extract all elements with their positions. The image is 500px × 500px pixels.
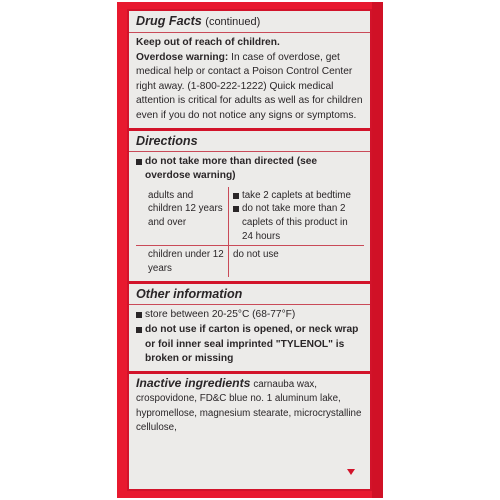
- inactive-ingredients-title: Inactive ingredients: [136, 375, 251, 390]
- overdose-text: In case of overdose, get medical help or contact a Poison Control Center right away. (1-800-222-1222) Quick medical attention is critical for adults as well as for children even if you do not notice any signs or symptoms.: [136, 51, 363, 121]
- instructions-cell: do not use: [233, 249, 279, 261]
- drug-facts-heading: [129, 13, 370, 33]
- instruction-text: do not take more than 2 caplets of this product in 24 hours: [242, 203, 348, 242]
- directions-main-text: do not take more than directed (see overdose warning): [145, 155, 318, 182]
- drug-facts-panel: [127, 9, 372, 491]
- drug-facts-title: Drug Facts: [136, 14, 202, 28]
- continue-arrow-icon: [347, 469, 355, 475]
- instruction-text: take 2 caplets at bedtime: [242, 189, 351, 201]
- other-information-section: [129, 284, 370, 373]
- directions-section: [129, 131, 370, 285]
- dosage-table: [136, 187, 364, 278]
- instructions-cell: [229, 187, 365, 246]
- keep-out-warning: Keep out of reach of children.: [136, 37, 280, 48]
- age-group-cell: adults and children 12 years and over: [136, 187, 229, 246]
- table-row: [136, 187, 364, 246]
- other-info-item: [136, 308, 364, 323]
- directions-title: Directions: [129, 133, 370, 152]
- bullet-square-icon: [233, 206, 239, 212]
- other-info-text: do not use if carton is opened, or neck wrap or foil inner seal imprinted "TYLENOL" is broken or missing: [145, 323, 359, 365]
- continued-note: (continued): [205, 16, 261, 28]
- inactive-ingredients-text: carnauba wax, crospovidone, FD&C blue no. 1 aluminum lake, hypromellose, magnesium stearate, microcrystalline cellulose,: [136, 378, 362, 434]
- bullet-square-icon: [136, 159, 142, 165]
- carton-edge: [372, 2, 383, 498]
- inactive-ingredients-section: [129, 374, 370, 440]
- inactive-ingredients: [136, 376, 364, 436]
- bullet-square-icon: [136, 312, 142, 318]
- instruction-item: [233, 202, 360, 243]
- other-information-title: Other information: [129, 286, 370, 305]
- age-group-cell: children under 12 years: [136, 246, 229, 278]
- bullet-square-icon: [233, 193, 239, 199]
- overdose-warning: [136, 51, 364, 124]
- warnings-section: [129, 11, 370, 131]
- table-row: [136, 246, 364, 278]
- directions-main-bullet: [136, 155, 364, 184]
- instruction-item: [233, 189, 360, 203]
- other-info-item: [136, 323, 364, 367]
- bullet-square-icon: [136, 327, 142, 333]
- other-info-text: store between 20-25°C (68-77°F): [145, 309, 296, 321]
- overdose-label: Overdose warning:: [136, 51, 229, 63]
